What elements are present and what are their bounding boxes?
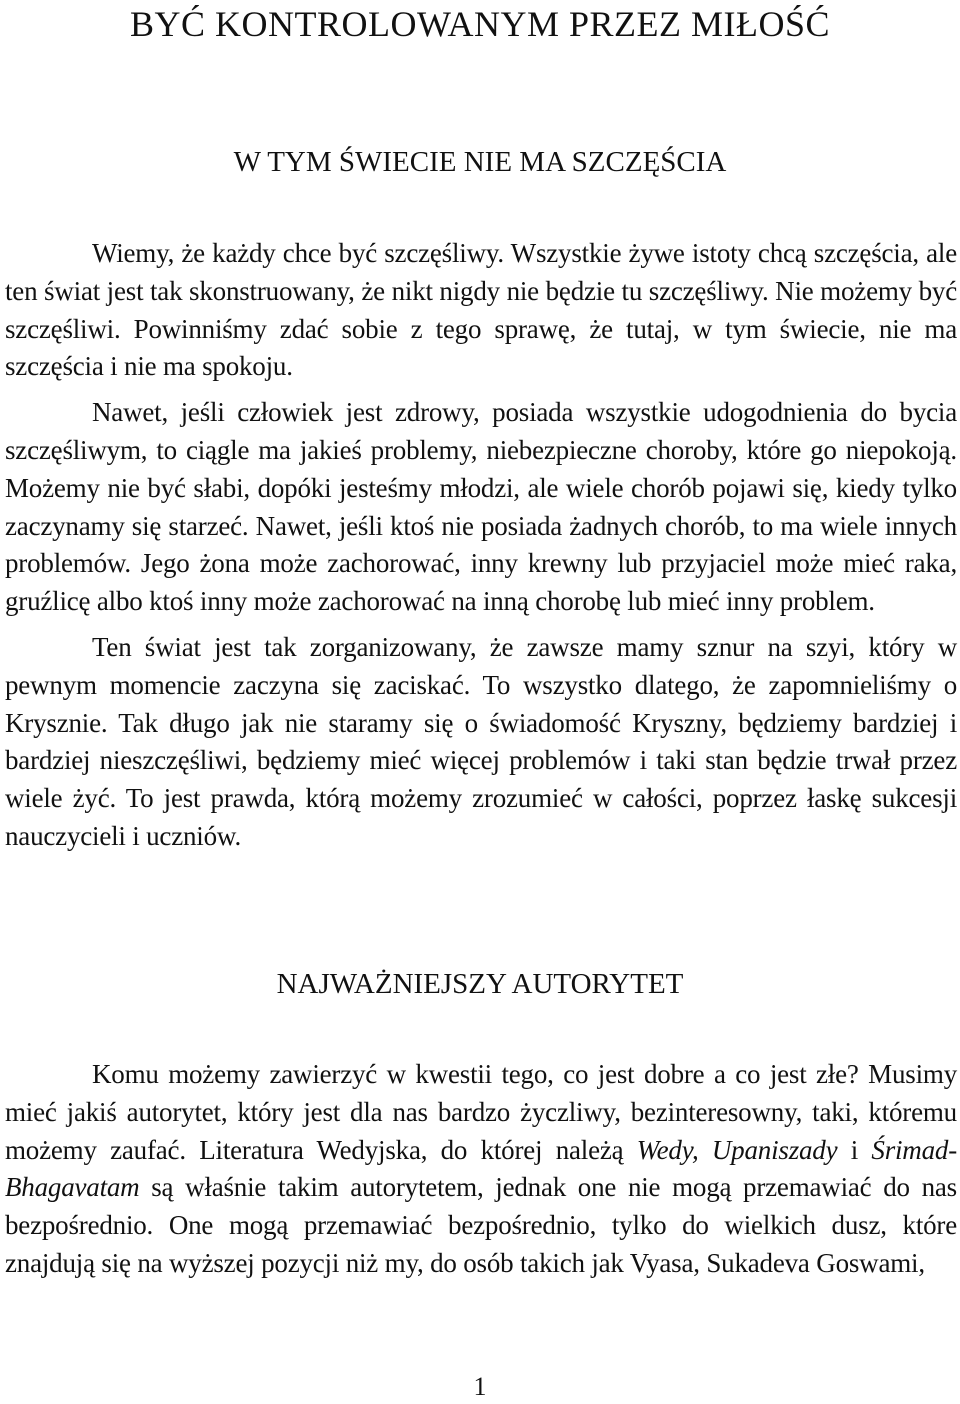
- paragraph-text: i: [837, 1134, 872, 1165]
- paragraph-text: są właśnie takim autorytetem, jednak one nie mogą przemawiać do nas bezpośrednio. One mogą przemawiać bezpośrednio, tylko do wielkich dusz, które znajdują się na wyższej pozycji niż my, do osób takich jak Vyasa, Sukadeva Goswami,: [5, 1172, 957, 1278]
- italic-title: Śrimad-Bhagavatam: [5, 1134, 957, 1203]
- section-body-highest-authority: [5, 1056, 957, 1283]
- section-heading-no-happiness: W TYM ŚWIECIE NIE MA SZCZĘŚCIA: [233, 146, 727, 178]
- paragraph-text: Komu możemy zawierzyć w kwestii tego, co jest dobre a co jest złe? Musimy mieć jakiś autorytet, który jest dla nas bardzo życzliwy, bezinteresowny, taki, któremu możemy zaufać. Literatura Wedyjska, do której należą: [5, 1059, 957, 1165]
- document-title: BYĆ KONTROLOWANYM PRZEZ MIŁOŚĆ: [129, 4, 831, 44]
- paragraph: [5, 1056, 957, 1283]
- page-number: 1: [473, 1372, 487, 1401]
- section-body-no-happiness: [5, 235, 957, 856]
- section-heading-highest-authority: NAJWAŻNIEJSZY AUTORYTET: [276, 968, 684, 1000]
- paragraph: Nawet, jeśli człowiek jest zdrowy, posiada wszystkie udogodnienia do bycia szczęśliwym, to ciągle ma jakieś problemy, niebezpieczne choroby, które go niepokoją. Możemy nie być słabi, dopóki jesteśmy młodzi, ale wiele chorób pojawi się, kiedy tylko zaczynamy się starzeć. Nawet, jeśli ktoś nie posiada żadnych chorób, to ma wiele innych problemów. Jego żona może zachorować, inny krewny lub przyjaciel może mieć raka, gruźlicę albo ktoś inny może zachorować na inną chorobę lub mieć inny problem.: [5, 397, 957, 617]
- paragraph: Ten świat jest tak zorganizowany, że zawsze mamy sznur na szyi, który w pewnym momencie zaczyna się zaciskać. To wszystko dlatego, że zapomnieliśmy o Krysznie. Tak długo jak nie staramy się o świadomość Kryszny, będziemy bardziej i bardziej nieszczęśliwi, będziemy mieć więcej problemów i taki stan będzie trwał przez wiele żyć. To jest prawda, którą możemy zrozumieć w całości, poprzez łaskę sukcesji nauczycieli i uczniów.: [5, 631, 957, 851]
- italic-title: Wedy, Upaniszady: [636, 1134, 838, 1165]
- paragraph: Wiemy, że każdy chce być szczęśliwy. Wszystkie żywe istoty chcą szczęścia, ale ten świat jest tak skonstruowany, że nikt nigdy nie będzie tu szczęśliwy. Nie możemy być szczęśliwi. Powinniśmy zdać sobie z tego sprawę, że tutaj, w tym świecie, nie ma szczęścia i nie ma spokoju.: [5, 238, 957, 382]
